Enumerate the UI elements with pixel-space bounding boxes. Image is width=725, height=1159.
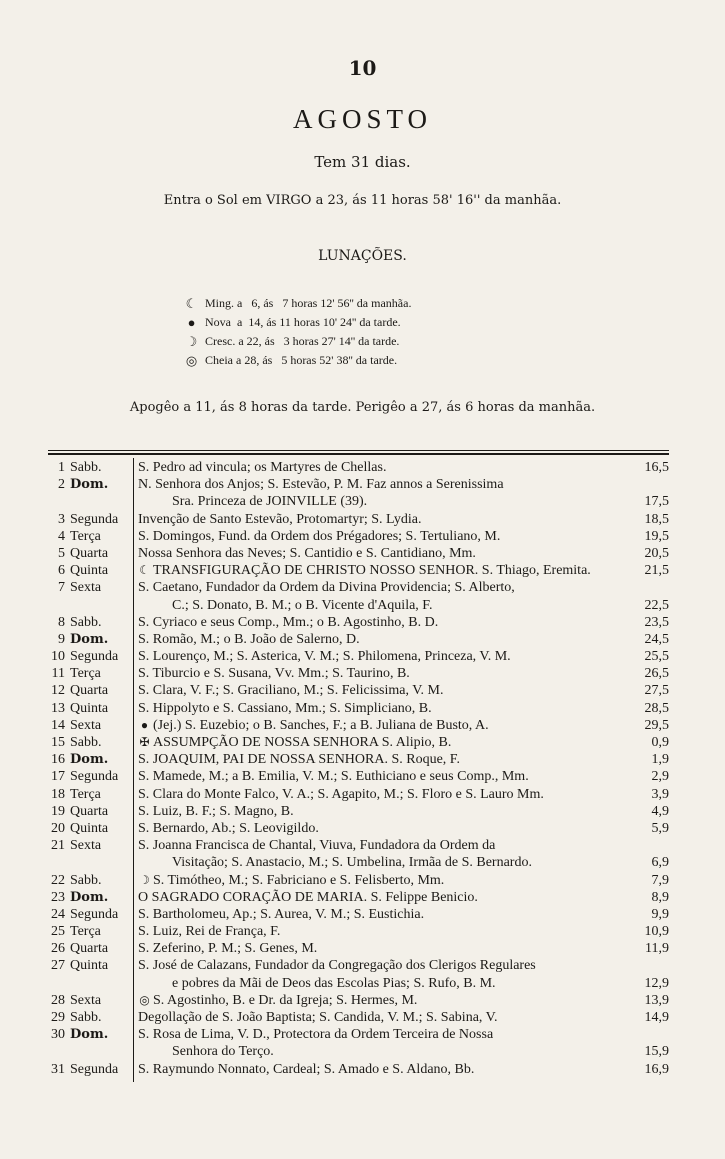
weekday: Sexta: [70, 580, 102, 596]
moon-age: 1,9: [651, 752, 669, 768]
saints-line: C.; S. Donato, B. M.; o B. Vicente d'Aquila, F.: [172, 597, 433, 613]
table-row: [48, 872, 669, 889]
table-row: [48, 459, 669, 476]
day-number: 28: [51, 992, 65, 1008]
moon-phase-icon: ✠: [139, 735, 150, 749]
weekday: Dom.: [70, 752, 109, 768]
day-number: 22: [51, 872, 65, 888]
moon-age: 19,5: [644, 528, 669, 544]
table-row: [48, 665, 669, 682]
saints-line: Nossa Senhora das Neves; S. Cantidio e S. Cantidiano, Mm.: [138, 545, 476, 561]
table-row: [48, 717, 669, 734]
weekday: Quarta: [70, 683, 109, 699]
weekday: Dom.: [70, 631, 109, 647]
saints-line: S. Hippolyto e S. Cassiano, Mm.; S. Simpliciano, B.: [138, 700, 432, 716]
saints-text: [138, 957, 638, 974]
table-row: [48, 545, 669, 562]
lunation-text: Nova a 14, ás 11 horas 10' 24'' da tarde.: [205, 315, 401, 329]
day-number: 8: [58, 614, 65, 630]
day-number: 14: [51, 717, 65, 733]
saints-text: [138, 820, 638, 837]
saints-line: Degollação de S. João Baptista; S. Candida, V. M.; S. Sabina, V.: [138, 1010, 498, 1025]
day-number: 27: [51, 958, 65, 974]
moon-age: 16,9: [644, 1061, 669, 1077]
table-row: [48, 682, 669, 699]
weekday: Quinta: [70, 820, 109, 836]
day-number: 16: [51, 752, 65, 768]
moon-phase-icon: ☾: [139, 563, 150, 578]
saints-text: [138, 1061, 638, 1078]
saints-text: [138, 700, 638, 717]
weekday: Dom.: [70, 1027, 109, 1043]
day-number: 29: [51, 1010, 65, 1025]
weekday: Terça: [70, 924, 101, 940]
day-number: 10: [51, 649, 65, 665]
table-row: [48, 751, 669, 768]
saints-text: [138, 1026, 638, 1043]
moon-age: 3,9: [651, 786, 669, 802]
saints-line: TRANSFIGURAÇÃO DE CHRISTO NOSSO SENHOR. S. Thiago, Eremita.: [153, 563, 591, 579]
table-row: [48, 940, 669, 957]
day-number: 25: [51, 924, 65, 940]
saints-text: [172, 1043, 672, 1060]
weekday: Sexta: [70, 838, 102, 854]
saints-text: [138, 889, 638, 906]
last-quarter-moon-icon: ☾: [185, 295, 198, 311]
saints-text: [138, 1009, 638, 1026]
table-row: [48, 528, 669, 545]
weekday: Quinta: [70, 700, 109, 716]
new-moon-icon: ●: [187, 314, 196, 330]
saints-text: [138, 528, 638, 545]
saints-text: [138, 545, 638, 562]
day-number: 7: [58, 580, 65, 596]
moon-age: 15,9: [644, 1044, 669, 1060]
saints-line: (Jej.) S. Euzebio; o B. Sanches, F.; a B. Juliana de Busto, A.: [153, 717, 489, 733]
table-row: [48, 648, 669, 665]
saints-line: S. José de Calazans, Fundador da Congregação dos Clerigos Regulares: [138, 958, 536, 974]
moon-age: 17,5: [644, 494, 669, 510]
weekday: Sexta: [70, 992, 102, 1008]
table-row: [48, 511, 669, 528]
moon-age: 7,9: [651, 872, 669, 888]
weekday: Quinta: [70, 563, 109, 579]
day-number: 9: [58, 631, 65, 647]
saints-text: [172, 597, 672, 614]
weekday: Quinta: [70, 958, 109, 974]
lunation-row: [184, 351, 411, 370]
saints-line: S. Bernardo, Ab.; S. Leovigildo.: [138, 820, 319, 836]
saints-line: S. Lourenço, M.; S. Asterica, V. M.; S. Philomena, Princeza, V. M.: [138, 649, 511, 665]
saints-line: S. Rosa de Lima, V. D., Protectora da Ordem Terceira de Nossa: [138, 1027, 494, 1043]
saints-text: [138, 923, 638, 940]
saints-line: S. Zeferino, P. M.; S. Genes, M.: [138, 941, 318, 957]
day-number: 31: [51, 1061, 65, 1077]
moon-age: 9,9: [651, 906, 669, 922]
saints-text: [138, 906, 638, 923]
sun-entry: Entra o Sol em VIRGO a 23, ás 11 horas 58' 16'' da manhãa.: [163, 193, 562, 208]
table-row: [48, 579, 669, 613]
day-number: 20: [51, 820, 65, 836]
table-top-rule-thick: [48, 453, 669, 455]
weekday: Quarta: [70, 941, 109, 957]
moon-age: 13,9: [644, 992, 669, 1008]
weekday: Segunda: [70, 906, 119, 922]
saints-line: Invenção de Santo Estevão, Protomartyr; S. Lydia.: [138, 511, 422, 527]
saints-text: [138, 665, 638, 682]
day-number: 1: [58, 460, 65, 475]
saints-text: [138, 562, 638, 579]
moon-age: 8,9: [651, 889, 669, 905]
saints-line: S. Mamede, M.; a B. Emilia, V. M.; S. Euthiciano e seus Comp., Mm.: [138, 769, 529, 785]
day-number: 12: [51, 683, 65, 699]
moon-age: 6,9: [651, 855, 669, 871]
saints-text: [138, 511, 638, 528]
saints-text: [138, 614, 638, 631]
moon-age: 11,9: [645, 941, 669, 957]
saints-text: [138, 734, 638, 751]
saints-line: S. Tiburcio e S. Susana, Vv. Mm.; S. Taurino, B.: [138, 666, 410, 682]
saints-line: S. Clara, V. F.; S. Graciliano, M.; S. Felicissima, V. M.: [138, 683, 444, 699]
saints-line: S. Bartholomeu, Ap.; S. Aurea, V. M.; S. Eustichia.: [138, 906, 425, 922]
saints-line: S. Raymundo Nonnato, Cardeal; S. Amado e S. Aldano, Bb.: [138, 1061, 475, 1077]
saints-text: [138, 751, 638, 768]
month-title: AGOSTO: [292, 104, 432, 134]
weekday: Sabb.: [70, 1010, 102, 1025]
saints-text: [138, 803, 638, 820]
moon-age: 22,5: [644, 597, 669, 613]
saints-text: [138, 992, 638, 1009]
weekday: Segunda: [70, 769, 119, 785]
table-row: [48, 786, 669, 803]
moon-age: 23,5: [644, 614, 669, 630]
moon-age: 16,5: [644, 460, 669, 475]
table-row: [48, 906, 669, 923]
table-row: [48, 476, 669, 510]
lunation-text: Cheia a 28, ás 5 horas 52' 38'' da tarde.: [205, 353, 398, 367]
table-row: [48, 820, 669, 837]
weekday: Sexta: [70, 717, 102, 733]
moon-phase-icon: ◎: [139, 992, 150, 1007]
weekday: Quarta: [70, 803, 109, 819]
moon-age: 12,9: [644, 975, 669, 991]
saints-line: Visitação; S. Anastacio, M.; S. Umbelina, Irmãa de S. Bernardo.: [172, 855, 532, 871]
weekday: Sabb.: [70, 735, 102, 750]
weekday: Segunda: [70, 511, 119, 527]
saints-line: Sra. Princeza de JOINVILLE (39).: [172, 494, 368, 510]
weekday: Segunda: [70, 1061, 119, 1077]
weekday: Sabb.: [70, 460, 102, 475]
saints-line: S. Agostinho, B. e Dr. da Igreja; S. Hermes, M.: [153, 992, 418, 1008]
saints-line: ASSUMPÇÃO DE NOSSA SENHORA S. Alipio, B.: [153, 735, 452, 750]
weekday: Dom.: [70, 889, 109, 905]
lunation-row: [184, 294, 411, 313]
moon-age: 27,5: [644, 683, 669, 699]
lunation-text: Cresc. a 22, ás 3 horas 27' 14'' da tarde.: [205, 334, 400, 348]
weekday: Quarta: [70, 545, 109, 561]
saints-text: [138, 631, 638, 648]
saints-text: [138, 459, 638, 476]
saints-line: S. Luiz, B. F.; S. Magno, B.: [138, 803, 294, 819]
day-number: 24: [51, 906, 65, 922]
weekday: Terça: [70, 786, 101, 802]
saints-line: S. Luiz, Rei de França, F.: [138, 924, 281, 940]
weekday: Terça: [70, 528, 101, 544]
day-number: 6: [58, 563, 65, 579]
saints-line: S. JOAQUIM, PAI DE NOSSA SENHORA. S. Roque, F.: [138, 752, 460, 768]
saints-line: N. Senhora dos Anjos; S. Estevão, P. M. Faz annos a Serenissima: [138, 477, 504, 493]
lunations-title: LUNAÇÕES.: [318, 248, 407, 264]
saints-line: S. Cyriaco e seus Comp., Mm.; o B. Agostinho, B. D.: [138, 614, 439, 630]
day-number: 30: [51, 1027, 65, 1043]
full-moon-icon: ◎: [185, 352, 198, 368]
saints-text: [138, 768, 638, 785]
calendar-table: [48, 459, 669, 1078]
days-count: Tem 31 dias.: [314, 153, 411, 171]
moon-phase-icon: ●: [140, 717, 149, 732]
table-row: [48, 562, 669, 579]
saints-line: S. Clara do Monte Falco, V. A.; S. Agapito, M.; S. Floro e S. Lauro Mm.: [138, 786, 544, 802]
day-number: 3: [58, 511, 65, 527]
moon-age: 18,5: [644, 511, 669, 527]
saints-text: [138, 579, 638, 596]
table-row: [48, 1009, 669, 1026]
saints-text: [172, 493, 672, 510]
weekday: Segunda: [70, 649, 119, 665]
lunation-row: [184, 313, 411, 332]
moon-age: 2,9: [651, 769, 669, 785]
saints-line: S. Domingos, Fund. da Ordem dos Prégadores; S. Tertuliano, M.: [138, 528, 501, 544]
saints-text: [172, 975, 672, 992]
day-number: 23: [51, 889, 65, 905]
saints-line: O SAGRADO CORAÇÃO DE MARIA. S. Felippe Benicio.: [138, 889, 478, 905]
moon-age: 25,5: [644, 649, 669, 665]
day-number: 13: [51, 700, 65, 716]
table-top-rule: [48, 450, 669, 451]
table-row: [48, 1061, 669, 1078]
day-number: 17: [51, 769, 65, 785]
weekday: Terça: [70, 666, 101, 682]
table-row: [48, 614, 669, 631]
apsides-note: Apogêo a 11, ás 8 horas da tarde. Perigêo a 27, ás 6 horas da manhãa.: [129, 400, 596, 415]
saints-text: [138, 940, 638, 957]
lunation-text: Ming. a 6, ás 7 horas 12' 56'' da manhãa.: [205, 296, 412, 310]
table-row: [48, 631, 669, 648]
table-row: [48, 957, 669, 991]
saints-line: e pobres da Mãi de Deos das Escolas Pias; S. Rufo, B. M.: [172, 975, 496, 991]
moon-age: 26,5: [644, 666, 669, 682]
weekday: Dom.: [70, 477, 109, 493]
day-number: 21: [51, 838, 65, 854]
table-row: [48, 889, 669, 906]
table-row: [48, 1026, 669, 1060]
weekday: Sabb.: [70, 614, 102, 630]
moon-age: 0,9: [651, 735, 669, 750]
lunations-list: [184, 294, 411, 370]
day-number: 5: [58, 545, 65, 561]
saints-line: S. Caetano, Fundador da Ordem da Divina Providencia; S. Alberto,: [138, 580, 515, 596]
moon-age: 21,5: [644, 563, 669, 579]
day-number: 2: [58, 477, 65, 493]
day-number: 15: [51, 735, 65, 750]
saints-text: [138, 837, 638, 854]
day-number: 26: [51, 941, 65, 957]
saints-text: [138, 872, 638, 889]
lunation-row: [184, 332, 411, 351]
saints-text: [138, 786, 638, 803]
saints-text: [138, 476, 638, 493]
saints-line: Senhora do Terço.: [172, 1044, 274, 1060]
moon-age: 4,9: [651, 803, 669, 819]
table-row: [48, 700, 669, 717]
table-row: [48, 837, 669, 871]
page-number: 10: [348, 56, 377, 80]
moon-age: 5,9: [651, 820, 669, 836]
day-number: 4: [58, 528, 65, 544]
saints-text: [172, 854, 672, 871]
table-row: [48, 923, 669, 940]
moon-age: 28,5: [644, 700, 669, 716]
saints-text: [138, 648, 638, 665]
moon-age: 10,9: [644, 924, 669, 940]
weekday: Sabb.: [70, 872, 102, 888]
saints-line: S. Timótheo, M.; S. Fabriciano e S. Felisberto, Mm.: [153, 872, 445, 888]
moon-age: 24,5: [644, 631, 669, 647]
table-row: [48, 734, 669, 751]
table-row: [48, 768, 669, 785]
table-row: [48, 803, 669, 820]
saints-line: S. Pedro ad vincula; os Martyres de Chellas.: [138, 460, 387, 475]
saints-text: [138, 717, 638, 734]
saints-line: S. Romão, M.; o B. João de Salerno, D.: [138, 631, 360, 647]
moon-age: 14,9: [644, 1010, 669, 1025]
saints-text: [138, 682, 638, 699]
first-quarter-moon-icon: ☽: [185, 333, 198, 349]
moon-age: 29,5: [644, 717, 669, 733]
day-number: 19: [51, 803, 65, 819]
moon-phase-icon: ☽: [139, 872, 150, 887]
table-row: [48, 992, 669, 1009]
moon-age: 20,5: [644, 545, 669, 561]
day-number: 11: [51, 666, 65, 682]
saints-line: S. Joanna Francisca de Chantal, Viuva, Fundadora da Ordem da: [138, 838, 496, 854]
day-number: 18: [51, 786, 65, 802]
